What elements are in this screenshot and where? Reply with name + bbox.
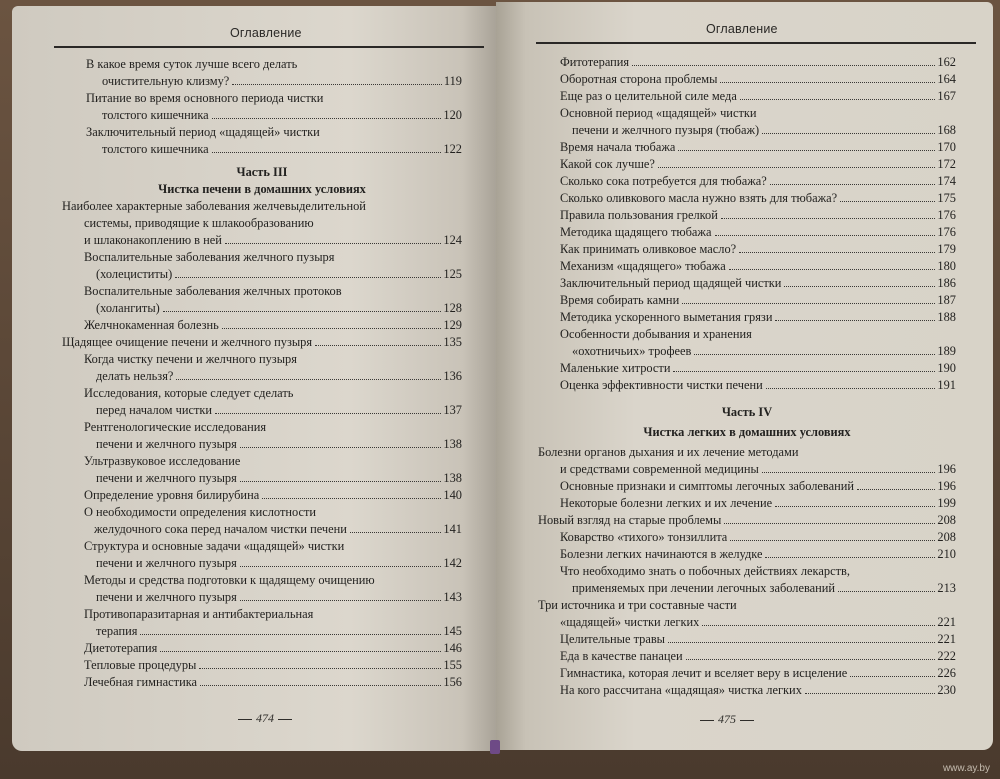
entry-title-cont: печени и желчного пузыря bbox=[96, 437, 237, 451]
toc-entry bbox=[538, 139, 956, 156]
toc-entry bbox=[538, 173, 956, 190]
running-head: Оглавление bbox=[706, 22, 778, 36]
page-number: 128 bbox=[443, 301, 462, 315]
entry-title-cont: «щадящей» чистки легких bbox=[560, 615, 700, 629]
entry-title: Основной период «щадящей» чистки bbox=[560, 106, 757, 120]
entry-title: Маленькие хитрости bbox=[560, 361, 671, 375]
entry-title-cont: печени и желчного пузыря (тюбаж) bbox=[572, 123, 760, 137]
entry-title-cont: и шлаконакоплению в ней bbox=[84, 233, 222, 247]
entry-title: О необходимости определения кислотности bbox=[84, 505, 317, 519]
toc-list-left bbox=[62, 56, 462, 691]
toc-entry bbox=[538, 190, 956, 207]
entry-title-cont: системы, приводящие к шлакообразованию bbox=[84, 216, 314, 230]
entry-title-cont: толстого кишечника bbox=[102, 108, 209, 122]
page-number: 155 bbox=[443, 658, 462, 672]
toc-entry bbox=[538, 495, 956, 512]
page-number: 196 bbox=[937, 462, 956, 476]
toc-entry bbox=[538, 682, 956, 699]
page-number: 210 bbox=[937, 547, 956, 561]
entry-title-cont: (холангиты) bbox=[96, 301, 160, 315]
page-number: 186 bbox=[937, 276, 956, 290]
toc-entry bbox=[62, 249, 462, 283]
page-number: 196 bbox=[937, 479, 956, 493]
toc-entry bbox=[62, 351, 462, 385]
toc-entry bbox=[62, 487, 462, 504]
toc-entry bbox=[538, 309, 956, 326]
entry-title: Механизм «щадящего» тюбажа bbox=[560, 259, 726, 273]
toc-entry bbox=[62, 572, 462, 606]
right-page bbox=[496, 2, 993, 750]
entry-title: Что необходимо знать о побочных действиях лекарств, bbox=[560, 564, 850, 578]
page-number: 179 bbox=[937, 242, 956, 256]
page-number: 189 bbox=[937, 344, 956, 358]
entry-title: Как принимать оливковое масло? bbox=[560, 242, 737, 256]
page-number: 175 bbox=[937, 191, 956, 205]
toc-entry bbox=[538, 207, 956, 224]
entry-title-cont: желудочного сока перед началом чистки печени bbox=[94, 522, 347, 536]
toc-entry bbox=[62, 385, 462, 419]
toc-entry bbox=[62, 283, 462, 317]
toc-entry bbox=[538, 529, 956, 546]
toc-entry bbox=[538, 360, 956, 377]
toc-entry bbox=[62, 504, 462, 538]
running-head: Оглавление bbox=[230, 26, 302, 40]
page-number: 119 bbox=[443, 74, 462, 88]
toc-entry bbox=[62, 317, 462, 334]
toc-entry bbox=[538, 224, 956, 241]
watermark: www.ay.by bbox=[942, 763, 990, 774]
entry-title: Целительные травы bbox=[560, 632, 665, 646]
entry-title: Методика щадящего тюбажа bbox=[560, 225, 712, 239]
page-number: 124 bbox=[443, 233, 462, 247]
page-number: 122 bbox=[443, 142, 462, 156]
entry-title-cont: терапия bbox=[96, 624, 138, 638]
entry-title: В какое время суток лучше всего делать bbox=[86, 57, 298, 71]
entry-title: Время собирать камни bbox=[560, 293, 680, 307]
page-number: 222 bbox=[937, 649, 956, 663]
entry-title: Когда чистку печени и желчного пузыря bbox=[84, 352, 297, 366]
entry-title: Желчнокаменная болезнь bbox=[84, 318, 219, 332]
toc-entry bbox=[62, 538, 462, 572]
page-number: 188 bbox=[937, 310, 956, 324]
entry-title: Особенности добывания и хранения bbox=[560, 327, 752, 341]
page-number: 167 bbox=[937, 89, 956, 103]
entry-title-cont: толстого кишечника bbox=[102, 142, 209, 156]
entry-title: Новый взгляд на старые проблемы bbox=[538, 513, 722, 527]
entry-title: Тепловые процедуры bbox=[84, 658, 197, 672]
entry-title: Методы и средства подготовки к щадящему очищению bbox=[84, 573, 375, 587]
toc-entry bbox=[538, 156, 956, 173]
toc-entry bbox=[62, 640, 462, 657]
toc-list-right bbox=[538, 54, 956, 699]
page-number: 135 bbox=[443, 335, 462, 349]
page-number: 208 bbox=[937, 530, 956, 544]
entry-title: Некоторые болезни легких и их лечение bbox=[560, 496, 773, 510]
page-number: 176 bbox=[937, 225, 956, 239]
toc-entry bbox=[538, 71, 956, 88]
page-number: 120 bbox=[443, 108, 462, 122]
toc-entry bbox=[538, 275, 956, 292]
entry-title: Болезни легких начинаются в желудке bbox=[560, 547, 763, 561]
entry-title: Основные признаки и симптомы легочных заболеваний bbox=[560, 479, 855, 493]
entry-title-cont: и средствами современной медицины bbox=[560, 462, 759, 476]
page-folio bbox=[234, 711, 296, 726]
entry-title: Методика ускоренного выметания грязи bbox=[560, 310, 773, 324]
page-number: 187 bbox=[937, 293, 956, 307]
toc-entry bbox=[538, 292, 956, 309]
page-number: 221 bbox=[937, 632, 956, 646]
folio-number: 475 bbox=[718, 712, 736, 726]
toc-entry bbox=[538, 326, 956, 360]
toc-entry bbox=[62, 90, 462, 124]
page-number: 221 bbox=[937, 615, 956, 629]
entry-title: Болезни органов дыхания и их лечение методами bbox=[538, 445, 799, 459]
toc-entry bbox=[538, 512, 956, 529]
page-number: 156 bbox=[443, 675, 462, 689]
entry-title: Рентгенологические исследования bbox=[84, 420, 267, 434]
toc-entry bbox=[62, 124, 462, 158]
page-folio bbox=[696, 712, 758, 727]
toc-entry bbox=[62, 56, 462, 90]
page-number: 208 bbox=[937, 513, 956, 527]
toc-entry bbox=[62, 419, 462, 453]
entry-title: Лечебная гимнастика bbox=[84, 675, 198, 689]
page-number: 142 bbox=[443, 556, 462, 570]
entry-title: Наиболее характерные заболевания желчевыделительной bbox=[62, 199, 366, 213]
page-number: 172 bbox=[937, 157, 956, 171]
entry-title: Структура и основные задачи «щадящей» чистки bbox=[84, 539, 345, 553]
toc-entry bbox=[538, 377, 956, 394]
page-number: 164 bbox=[937, 72, 956, 86]
entry-title: Гимнастика, которая лечит и вселяет веру в исцеление bbox=[560, 666, 848, 680]
page-number: 125 bbox=[443, 267, 462, 281]
entry-title-cont: печени и желчного пузыря bbox=[96, 590, 237, 604]
toc-entry bbox=[538, 105, 956, 139]
part-label: Часть III bbox=[236, 165, 288, 179]
entry-title: Коварство «тихого» тонзиллита bbox=[560, 530, 728, 544]
page-number: 190 bbox=[937, 361, 956, 375]
toc-entry bbox=[62, 674, 462, 691]
entry-title: Оценка эффективности чистки печени bbox=[560, 378, 763, 392]
entry-title-cont: (холециститы) bbox=[96, 267, 173, 281]
entry-title-cont: печени и желчного пузыря bbox=[96, 556, 237, 570]
entry-title-cont: перед началом чистки bbox=[96, 403, 213, 417]
toc-entry bbox=[538, 478, 956, 495]
page-number: 143 bbox=[443, 590, 462, 604]
page-number: 137 bbox=[443, 403, 462, 417]
header-rule bbox=[54, 46, 484, 48]
entry-title: Воспалительные заболевания желчного пузыря bbox=[84, 250, 335, 264]
part-label: Часть IV bbox=[721, 405, 773, 419]
entry-title: Воспалительные заболевания желчных протоков bbox=[84, 284, 342, 298]
folio-number: 474 bbox=[256, 711, 274, 725]
page-number: 136 bbox=[443, 369, 462, 383]
page-number: 141 bbox=[443, 522, 462, 536]
part-title: Чистка печени в домашних условиях bbox=[158, 182, 366, 196]
page-number: 138 bbox=[443, 437, 462, 451]
left-page bbox=[12, 6, 496, 751]
toc-entry bbox=[62, 657, 462, 674]
entry-title: Исследования, которые следует сделать bbox=[84, 386, 294, 400]
page-number: 170 bbox=[937, 140, 956, 154]
entry-title: Диетотерапия bbox=[84, 641, 158, 655]
page-number: 138 bbox=[443, 471, 462, 485]
entry-title: Какой сок лучше? bbox=[560, 157, 655, 171]
page-number: 140 bbox=[443, 488, 462, 502]
entry-title: Оборотная сторона проблемы bbox=[560, 72, 718, 86]
entry-title: Фитотерапия bbox=[560, 55, 630, 69]
entry-title: Заключительный период щадящей чистки bbox=[560, 276, 782, 290]
entry-title: Еда в качестве панацеи bbox=[560, 649, 683, 663]
entry-title: Питание во время основного периода чистки bbox=[86, 91, 324, 105]
toc-entry bbox=[62, 453, 462, 487]
toc-entry bbox=[62, 606, 462, 640]
book-spine-ribbon bbox=[490, 740, 500, 754]
toc-entry bbox=[538, 444, 956, 478]
toc-entry bbox=[538, 546, 956, 563]
entry-title-cont: делать нельзя? bbox=[96, 369, 174, 383]
entry-title: Правила пользования грелкой bbox=[560, 208, 718, 222]
entry-title: Время начала тюбажа bbox=[560, 140, 676, 154]
page-number: 168 bbox=[937, 123, 956, 137]
toc-entry bbox=[538, 597, 956, 631]
entry-title: На кого рассчитана «щадящая» чистка легких bbox=[560, 683, 802, 697]
entry-title: Ультразвуковое исследование bbox=[84, 454, 241, 468]
toc-entry bbox=[538, 241, 956, 258]
page-number: 129 bbox=[443, 318, 462, 332]
entry-title: Заключительный период «щадящей» чистки bbox=[86, 125, 320, 139]
entry-title: Сколько оливкового масла нужно взять для тюбажа? bbox=[560, 191, 838, 205]
page-number: 230 bbox=[937, 683, 956, 697]
toc-entry bbox=[538, 258, 956, 275]
entry-title: Три источника и три составные части bbox=[538, 598, 737, 612]
entry-title: Щадящее очищение печени и желчного пузыря bbox=[62, 335, 313, 349]
entry-title-cont: очистительную клизму? bbox=[102, 74, 230, 88]
page-number: 162 bbox=[937, 55, 956, 69]
page-number: 146 bbox=[443, 641, 462, 655]
toc-entry bbox=[62, 198, 462, 249]
entry-title-cont: применяемых при лечении легочных заболеваний bbox=[572, 581, 836, 595]
page-number: 226 bbox=[937, 666, 956, 680]
entry-title-cont: печени и желчного пузыря bbox=[96, 471, 237, 485]
page-number: 145 bbox=[443, 624, 462, 638]
part-title: Чистка легких в домашних условиях bbox=[643, 425, 851, 439]
toc-entry bbox=[538, 88, 956, 105]
toc-entry bbox=[538, 563, 956, 597]
page-number: 199 bbox=[937, 496, 956, 510]
toc-entry bbox=[62, 334, 462, 351]
page-number: 180 bbox=[937, 259, 956, 273]
entry-title: Еще раз о целительной силе меда bbox=[560, 89, 737, 103]
entry-title: Противопаразитарная и антибактериальная bbox=[84, 607, 314, 621]
page-number: 176 bbox=[937, 208, 956, 222]
entry-title: Определение уровня билирубина bbox=[84, 488, 260, 502]
page-number: 191 bbox=[937, 378, 956, 392]
entry-title-cont: «охотничьих» трофеев bbox=[572, 344, 692, 358]
page-number: 174 bbox=[937, 174, 956, 188]
header-rule bbox=[536, 42, 976, 44]
page-number: 213 bbox=[937, 581, 956, 595]
toc-entry bbox=[538, 665, 956, 682]
toc-entry bbox=[538, 54, 956, 71]
toc-entry bbox=[538, 648, 956, 665]
toc-entry bbox=[538, 631, 956, 648]
entry-title: Сколько сока потребуется для тюбажа? bbox=[560, 174, 767, 188]
